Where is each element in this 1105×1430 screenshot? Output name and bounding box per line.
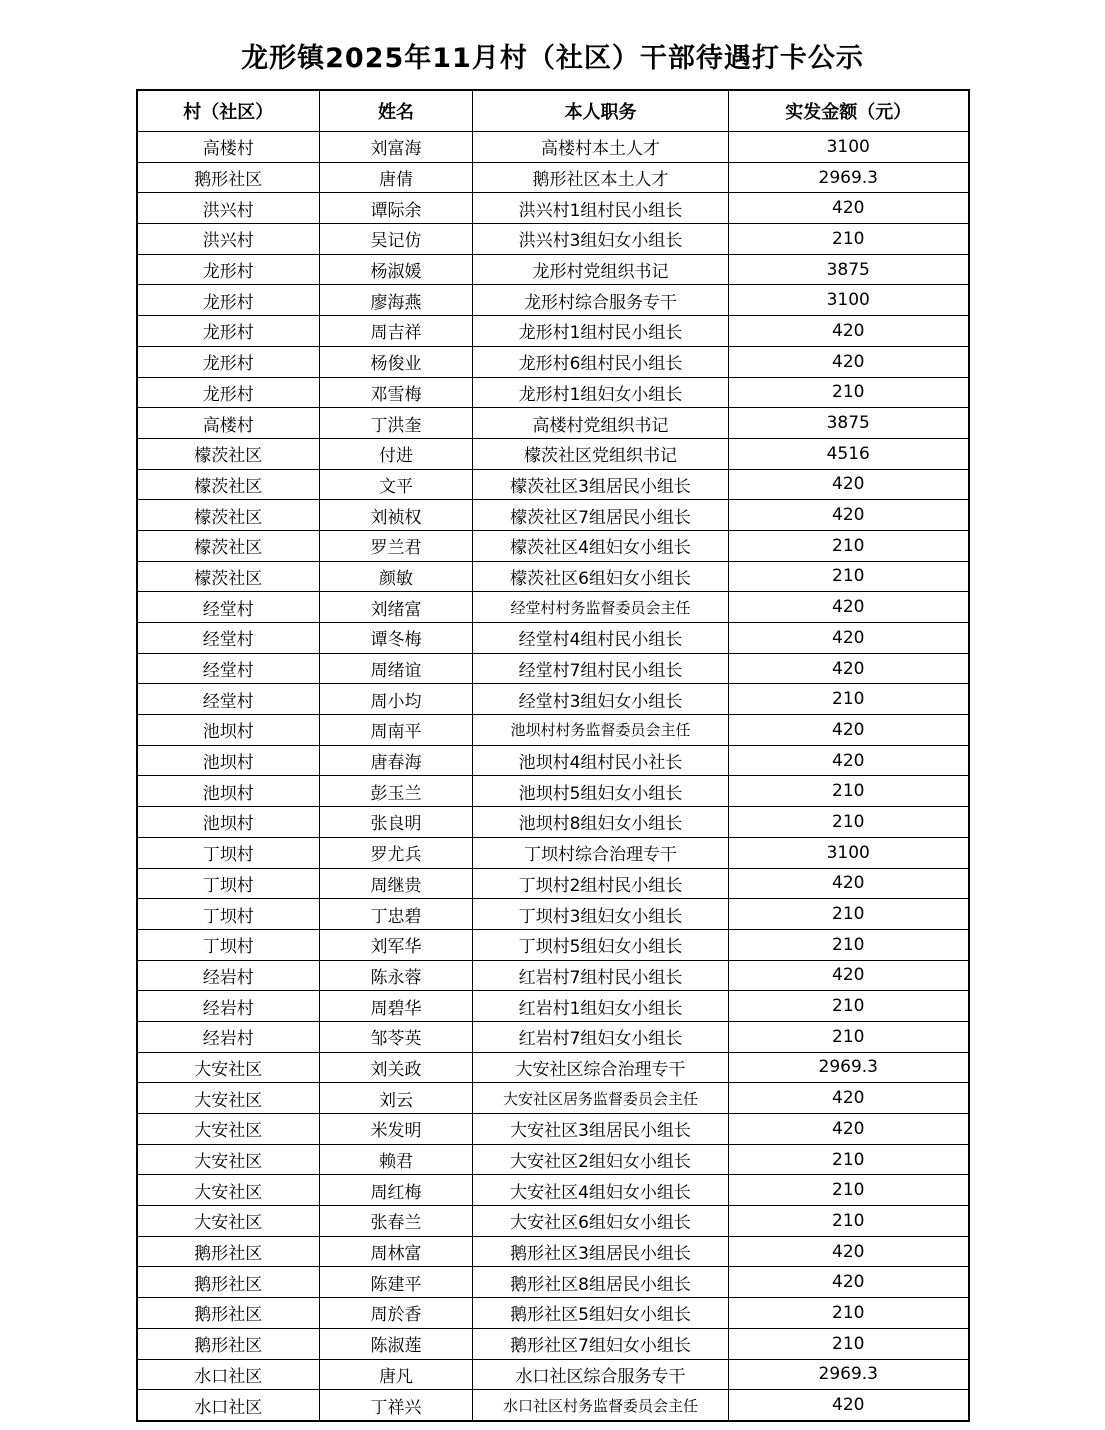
name-cell: 文平 <box>320 469 473 500</box>
amount-cell: 3100 <box>729 837 969 868</box>
table-row <box>137 254 969 285</box>
village-cell: 鹅形社区 <box>137 1328 320 1359</box>
amount-cell: 210 <box>729 929 969 960</box>
table-row <box>137 592 969 623</box>
village-cell: 经岩村 <box>137 960 320 991</box>
table-row <box>137 469 969 500</box>
village-cell: 大安社区 <box>137 1114 320 1145</box>
amount-cell: 420 <box>729 960 969 991</box>
position-cell: 鹅形社区8组居民小组长 <box>473 1267 729 1298</box>
village-cell: 丁坝村 <box>137 899 320 930</box>
position-cell: 水口社区综合服务专干 <box>473 1359 729 1390</box>
name-cell: 彭玉兰 <box>320 776 473 807</box>
position-cell: 池坝村5组妇女小组长 <box>473 776 729 807</box>
amount-cell: 420 <box>729 316 969 347</box>
village-cell: 高楼村 <box>137 132 320 163</box>
position-cell: 经堂村4组村民小组长 <box>473 623 729 654</box>
position-cell: 丁坝村2组村民小组长 <box>473 868 729 899</box>
table-row <box>137 1390 969 1421</box>
position-cell: 丁坝村综合治理专干 <box>473 837 729 868</box>
name-cell: 刘祯权 <box>320 500 473 531</box>
position-cell: 龙形村党组织书记 <box>473 254 729 285</box>
village-cell: 鹅形社区 <box>137 1298 320 1329</box>
name-cell: 周碧华 <box>320 991 473 1022</box>
position-cell: 经堂村7组村民小组长 <box>473 653 729 684</box>
name-cell: 周绪谊 <box>320 653 473 684</box>
name-cell: 丁祥兴 <box>320 1390 473 1421</box>
village-cell: 大安社区 <box>137 1206 320 1237</box>
position-cell: 高楼村党组织书记 <box>473 408 729 439</box>
amount-cell: 210 <box>729 377 969 408</box>
column-header: 实发金额（元） <box>729 90 969 132</box>
table-row <box>137 438 969 469</box>
amount-cell: 420 <box>729 623 969 654</box>
amount-cell: 4516 <box>729 438 969 469</box>
position-cell: 龙形村1组妇女小组长 <box>473 377 729 408</box>
village-cell: 水口社区 <box>137 1359 320 1390</box>
name-cell: 颜敏 <box>320 561 473 592</box>
table-row <box>137 500 969 531</box>
amount-cell: 420 <box>729 1083 969 1114</box>
name-cell: 米发明 <box>320 1114 473 1145</box>
name-cell: 周小均 <box>320 684 473 715</box>
amount-cell: 3875 <box>729 254 969 285</box>
name-cell: 周红梅 <box>320 1175 473 1206</box>
village-cell: 龙形村 <box>137 346 320 377</box>
amount-cell: 2969.3 <box>729 1052 969 1083</box>
name-cell: 陈淑莲 <box>320 1328 473 1359</box>
table-row <box>137 684 969 715</box>
name-cell: 陈永蓉 <box>320 960 473 991</box>
name-cell: 邹苓英 <box>320 1021 473 1052</box>
table-row <box>137 868 969 899</box>
column-header: 姓名 <box>320 90 473 132</box>
position-cell: 鹅形社区本土人才 <box>473 162 729 193</box>
column-header: 本人职务 <box>473 90 729 132</box>
amount-cell: 2969.3 <box>729 162 969 193</box>
amount-cell: 210 <box>729 1144 969 1175</box>
table-row <box>137 316 969 347</box>
name-cell: 丁忠碧 <box>320 899 473 930</box>
table-row <box>137 991 969 1022</box>
position-cell: 大安社区综合治理专干 <box>473 1052 729 1083</box>
table-row <box>137 1021 969 1052</box>
position-cell: 丁坝村3组妇女小组长 <box>473 899 729 930</box>
amount-cell: 420 <box>729 1114 969 1145</box>
table-header <box>137 90 969 132</box>
position-cell: 鹅形社区7组妇女小组长 <box>473 1328 729 1359</box>
table-row <box>137 1083 969 1114</box>
name-cell: 唐春海 <box>320 745 473 776</box>
amount-cell: 210 <box>729 1021 969 1052</box>
name-cell: 刘关政 <box>320 1052 473 1083</box>
table-body <box>137 132 969 1421</box>
village-cell: 丁坝村 <box>137 929 320 960</box>
table-row <box>137 193 969 224</box>
name-cell: 廖海燕 <box>320 285 473 316</box>
village-cell: 龙形村 <box>137 377 320 408</box>
position-cell: 大安社区2组妇女小组长 <box>473 1144 729 1175</box>
table-row <box>137 623 969 654</box>
table-row <box>137 561 969 592</box>
village-cell: 经堂村 <box>137 684 320 715</box>
village-cell: 洪兴村 <box>137 224 320 255</box>
header-row <box>137 90 969 132</box>
position-cell: 檬茨社区党组织书记 <box>473 438 729 469</box>
name-cell: 刘富海 <box>320 132 473 163</box>
name-cell: 周吉祥 <box>320 316 473 347</box>
village-cell: 檬茨社区 <box>137 438 320 469</box>
table-row <box>137 1052 969 1083</box>
name-cell: 陈建平 <box>320 1267 473 1298</box>
position-cell: 水口社区村务监督委员会主任 <box>473 1390 729 1421</box>
amount-cell: 3100 <box>729 285 969 316</box>
amount-cell: 210 <box>729 776 969 807</box>
position-cell: 鹅形社区3组居民小组长 <box>473 1236 729 1267</box>
name-cell: 张良明 <box>320 807 473 838</box>
village-cell: 檬茨社区 <box>137 561 320 592</box>
position-cell: 檬茨社区6组妇女小组长 <box>473 561 729 592</box>
table-row <box>137 899 969 930</box>
position-cell: 高楼村本土人才 <box>473 132 729 163</box>
name-cell: 罗兰君 <box>320 530 473 561</box>
village-cell: 池坝村 <box>137 745 320 776</box>
name-cell: 吴记仿 <box>320 224 473 255</box>
name-cell: 唐倩 <box>320 162 473 193</box>
table-row <box>137 715 969 746</box>
table-row <box>137 1267 969 1298</box>
table-row <box>137 745 969 776</box>
name-cell: 周继贵 <box>320 868 473 899</box>
village-cell: 檬茨社区 <box>137 500 320 531</box>
village-cell: 经堂村 <box>137 653 320 684</box>
village-cell: 大安社区 <box>137 1083 320 1114</box>
amount-cell: 420 <box>729 1236 969 1267</box>
table-row <box>137 1114 969 1145</box>
page-title: 龙形镇2025年11月村（社区）干部待遇打卡公示 <box>241 43 864 74</box>
position-cell: 大安社区居务监督委员会主任 <box>473 1083 729 1114</box>
name-cell: 刘绪富 <box>320 592 473 623</box>
village-cell: 经堂村 <box>137 623 320 654</box>
position-cell: 檬茨社区4组妇女小组长 <box>473 530 729 561</box>
name-cell: 周於香 <box>320 1298 473 1329</box>
name-cell: 邓雪梅 <box>320 377 473 408</box>
column-header: 村（社区） <box>137 90 320 132</box>
amount-cell: 420 <box>729 500 969 531</box>
table-row <box>137 929 969 960</box>
amount-cell: 420 <box>729 193 969 224</box>
amount-cell: 420 <box>729 1390 969 1421</box>
table-row <box>137 1206 969 1237</box>
position-cell: 洪兴村1组村民小组长 <box>473 193 729 224</box>
village-cell: 经岩村 <box>137 1021 320 1052</box>
position-cell: 龙形村1组村民小组长 <box>473 316 729 347</box>
table-row <box>137 285 969 316</box>
name-cell: 张春兰 <box>320 1206 473 1237</box>
table-row <box>137 408 969 439</box>
table-row <box>137 377 969 408</box>
amount-cell: 210 <box>729 224 969 255</box>
amount-cell: 2969.3 <box>729 1359 969 1390</box>
table-row <box>137 346 969 377</box>
table-row <box>137 776 969 807</box>
name-cell: 付进 <box>320 438 473 469</box>
table-row <box>137 1359 969 1390</box>
table-row <box>137 1175 969 1206</box>
table-row <box>137 1298 969 1329</box>
name-cell: 谭冬梅 <box>320 623 473 654</box>
position-cell: 檬茨社区7组居民小组长 <box>473 500 729 531</box>
amount-cell: 420 <box>729 469 969 500</box>
village-cell: 大安社区 <box>137 1144 320 1175</box>
name-cell: 丁洪奎 <box>320 408 473 439</box>
name-cell: 刘云 <box>320 1083 473 1114</box>
amount-cell: 420 <box>729 715 969 746</box>
position-cell: 红岩村7组村民小组长 <box>473 960 729 991</box>
village-cell: 丁坝村 <box>137 868 320 899</box>
position-cell: 红岩村1组妇女小组长 <box>473 991 729 1022</box>
amount-cell: 210 <box>729 530 969 561</box>
village-cell: 经堂村 <box>137 592 320 623</box>
table-row <box>137 1144 969 1175</box>
amount-cell: 210 <box>729 1298 969 1329</box>
amount-cell: 420 <box>729 868 969 899</box>
village-cell: 檬茨社区 <box>137 469 320 500</box>
amount-cell: 210 <box>729 807 969 838</box>
table-row <box>137 530 969 561</box>
amount-cell: 3100 <box>729 132 969 163</box>
name-cell: 周林富 <box>320 1236 473 1267</box>
village-cell: 檬茨社区 <box>137 530 320 561</box>
village-cell: 龙形村 <box>137 285 320 316</box>
position-cell: 龙形村综合服务专干 <box>473 285 729 316</box>
amount-cell: 210 <box>729 899 969 930</box>
table-row <box>137 162 969 193</box>
village-cell: 丁坝村 <box>137 837 320 868</box>
table-row <box>137 132 969 163</box>
name-cell: 杨俊业 <box>320 346 473 377</box>
position-cell: 池坝村村务监督委员会主任 <box>473 715 729 746</box>
table-row <box>137 1236 969 1267</box>
position-cell: 大安社区3组居民小组长 <box>473 1114 729 1145</box>
amount-cell: 210 <box>729 991 969 1022</box>
position-cell: 大安社区6组妇女小组长 <box>473 1206 729 1237</box>
position-cell: 经堂村3组妇女小组长 <box>473 684 729 715</box>
table-row <box>137 837 969 868</box>
village-cell: 龙形村 <box>137 316 320 347</box>
amount-cell: 210 <box>729 561 969 592</box>
table-row <box>137 224 969 255</box>
village-cell: 经岩村 <box>137 991 320 1022</box>
name-cell: 刘军华 <box>320 929 473 960</box>
position-cell: 红岩村7组妇女小组长 <box>473 1021 729 1052</box>
village-cell: 大安社区 <box>137 1052 320 1083</box>
amount-cell: 420 <box>729 653 969 684</box>
position-cell: 池坝村4组村民小社长 <box>473 745 729 776</box>
name-cell: 谭际余 <box>320 193 473 224</box>
village-cell: 池坝村 <box>137 715 320 746</box>
amount-cell: 210 <box>729 684 969 715</box>
village-cell: 高楼村 <box>137 408 320 439</box>
village-cell: 池坝村 <box>137 776 320 807</box>
amount-cell: 210 <box>729 1175 969 1206</box>
position-cell: 丁坝村5组妇女小组长 <box>473 929 729 960</box>
table-row <box>137 960 969 991</box>
position-cell: 池坝村8组妇女小组长 <box>473 807 729 838</box>
amount-cell: 420 <box>729 1267 969 1298</box>
village-cell: 龙形村 <box>137 254 320 285</box>
amount-cell: 420 <box>729 346 969 377</box>
position-cell: 洪兴村3组妇女小组长 <box>473 224 729 255</box>
table-row <box>137 653 969 684</box>
name-cell: 周南平 <box>320 715 473 746</box>
name-cell: 杨淑媛 <box>320 254 473 285</box>
name-cell: 罗尤兵 <box>320 837 473 868</box>
salary-table <box>136 89 970 1422</box>
table-row <box>137 807 969 838</box>
village-cell: 鹅形社区 <box>137 1236 320 1267</box>
amount-cell: 420 <box>729 592 969 623</box>
position-cell: 檬茨社区3组居民小组长 <box>473 469 729 500</box>
village-cell: 鹅形社区 <box>137 1267 320 1298</box>
position-cell: 经堂村村务监督委员会主任 <box>473 592 729 623</box>
amount-cell: 3875 <box>729 408 969 439</box>
village-cell: 池坝村 <box>137 807 320 838</box>
amount-cell: 210 <box>729 1328 969 1359</box>
village-cell: 鹅形社区 <box>137 162 320 193</box>
name-cell: 唐凡 <box>320 1359 473 1390</box>
amount-cell: 210 <box>729 1206 969 1237</box>
amount-cell: 420 <box>729 745 969 776</box>
position-cell: 龙形村6组村民小组长 <box>473 346 729 377</box>
table-row <box>137 1328 969 1359</box>
village-cell: 大安社区 <box>137 1175 320 1206</box>
name-cell: 赖君 <box>320 1144 473 1175</box>
position-cell: 大安社区4组妇女小组长 <box>473 1175 729 1206</box>
village-cell: 水口社区 <box>137 1390 320 1421</box>
position-cell: 鹅形社区5组妇女小组长 <box>473 1298 729 1329</box>
village-cell: 洪兴村 <box>137 193 320 224</box>
